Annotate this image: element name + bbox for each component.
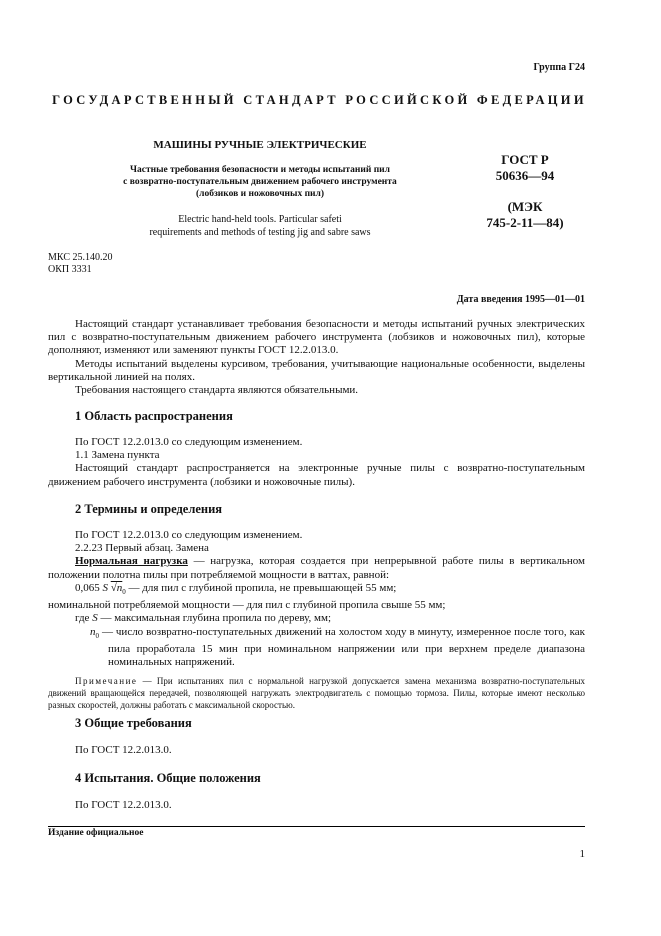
where-prefix: где bbox=[75, 612, 93, 625]
formula-text: — для пил с глубиной пропила, не превышающей 55 мм; bbox=[125, 581, 397, 594]
page-number: 1 bbox=[579, 848, 585, 860]
paragraph: 1.1 Замена пункта bbox=[75, 449, 160, 462]
mks-code: МКС 25.140.20 bbox=[48, 252, 113, 263]
title-block bbox=[75, 139, 445, 239]
formula-line bbox=[48, 582, 585, 599]
classification-codes bbox=[48, 252, 112, 276]
section-3-heading: 3 Общие требования bbox=[75, 716, 192, 730]
title-sub-line: Частные требования безопасности и методы испытаний пил bbox=[130, 165, 390, 175]
iec-number: 745-2-11—84) bbox=[486, 215, 564, 230]
paragraph: номинальной потребляемой мощности — для пил с глубиной пропила свыше 55 мм; bbox=[48, 599, 446, 612]
gov-title: ГОСУДАРСТВЕННЫЙ СТАНДАРТ РОССИЙСКОЙ ФЕДЕРАЦИИ bbox=[52, 93, 587, 107]
title-en-line: Electric hand-held tools. Particular safeti bbox=[178, 214, 342, 225]
group-code: Группа Г24 bbox=[533, 62, 585, 73]
section-4-heading: 4 Испытания. Общие положения bbox=[75, 771, 261, 785]
where-variable: S bbox=[92, 612, 98, 625]
paragraph: Настоящий стандарт распространяется на электронные ручные пилы с возвратно-поступательным движением рабочего инструмента (лобзики и ножовочные пилы). bbox=[48, 462, 585, 488]
section-3-body bbox=[48, 744, 585, 757]
section-2-body bbox=[48, 529, 585, 711]
formula-variable-s: S bbox=[102, 581, 108, 594]
formula-subscript: 0 bbox=[122, 588, 126, 596]
section-4-body bbox=[48, 799, 585, 812]
paragraph: По ГОСТ 12.2.013.0. bbox=[75, 744, 172, 756]
title-subtitle bbox=[75, 164, 445, 200]
note-label: Примечание bbox=[75, 676, 138, 687]
where-text: — максимальная глубина пропила по дереву, мм; bbox=[97, 612, 332, 625]
paragraph: По ГОСТ 12.2.013.0 со следующим изменением. bbox=[75, 529, 303, 541]
term-name: Нормальная нагрузка bbox=[75, 555, 188, 568]
intro-date: Дата введения 1995—01—01 bbox=[456, 294, 585, 305]
n0-definition bbox=[48, 626, 585, 670]
note-paragraph bbox=[48, 675, 585, 711]
note-text: — При испытаниях пил с нормальной нагрузкой допускается замена механизма возвратно-поступательных движений вращающейся передачей, позволяющей нагружать электродвигатель с помощью тормоза. Пилы, которые имеют несколько разных скоростей, должны работать с максимальной скоростью. bbox=[48, 676, 585, 711]
paragraph: По ГОСТ 12.2.013.0. bbox=[75, 799, 172, 811]
intro-paragraph: Методы испытаний выделены курсивом, требования, учитывающие национальные особенности, выделены вертикальной линией на полях. bbox=[48, 357, 585, 383]
iec-line: (МЭК bbox=[507, 199, 543, 214]
n0-subscript: 0 bbox=[95, 631, 99, 640]
gost-line: ГОСТ Р bbox=[501, 152, 549, 167]
n0-text: — число возвратно-поступательных движений на холостом ходу в минуту, измеренное после того, как пила проработала 15 мин при номинальном напряжении или при верхнем пределе диапазона номинальных напряжений. bbox=[99, 625, 585, 669]
term-definition: — нагрузка, которая создается при непрерывной работе пилы в вертикальном положении полотна пилы при потребляемой мощности в ваттах, равной: bbox=[48, 555, 585, 581]
edition-label: Издание официальное bbox=[48, 828, 144, 838]
n0-variable: n bbox=[90, 625, 96, 638]
title-en-line: requirements and methods of testing jig and sabre saws bbox=[149, 227, 371, 238]
title-sub-line: (лобзиков и ножовочных пил) bbox=[195, 189, 325, 199]
gost-designation bbox=[455, 152, 595, 231]
formula-coefficient: 0,065 bbox=[75, 581, 103, 594]
footer-divider bbox=[48, 826, 585, 827]
intro-paragraph: Настоящий стандарт устанавливает требования безопасности и методы испытаний ручных электрических пил с возвратно-поступательным движением рабочего инструмента (лобзиков и ножовочных пил), которые дополняют, изменяют или заменяют пункты ГОСТ 12.2.013.0. bbox=[48, 318, 585, 357]
okp-code: ОКП 3331 bbox=[48, 264, 92, 275]
definition-paragraph bbox=[48, 555, 585, 581]
section-1-body bbox=[48, 436, 585, 489]
intro-paragraph: Требования настоящего стандарта являются обязательными. bbox=[75, 384, 359, 397]
where-line bbox=[48, 612, 585, 625]
title-sub-line: с возвратно-поступательным движением рабочего инструмента bbox=[123, 177, 397, 187]
gost-number: 50636—94 bbox=[495, 168, 555, 183]
section-2-heading: 2 Термины и определения bbox=[75, 502, 223, 516]
intro-section bbox=[48, 318, 585, 397]
section-1-heading: 1 Область распространения bbox=[75, 409, 233, 423]
title-english bbox=[75, 213, 445, 239]
title-main: МАШИНЫ РУЧНЫЕ ЭЛЕКТРИЧЕСКИЕ bbox=[153, 139, 367, 151]
paragraph: 2.2.23 Первый абзац. Замена bbox=[75, 542, 209, 555]
paragraph: По ГОСТ 12.2.013.0 со следующим изменением. bbox=[75, 436, 303, 448]
formula-root: √n bbox=[110, 581, 123, 594]
